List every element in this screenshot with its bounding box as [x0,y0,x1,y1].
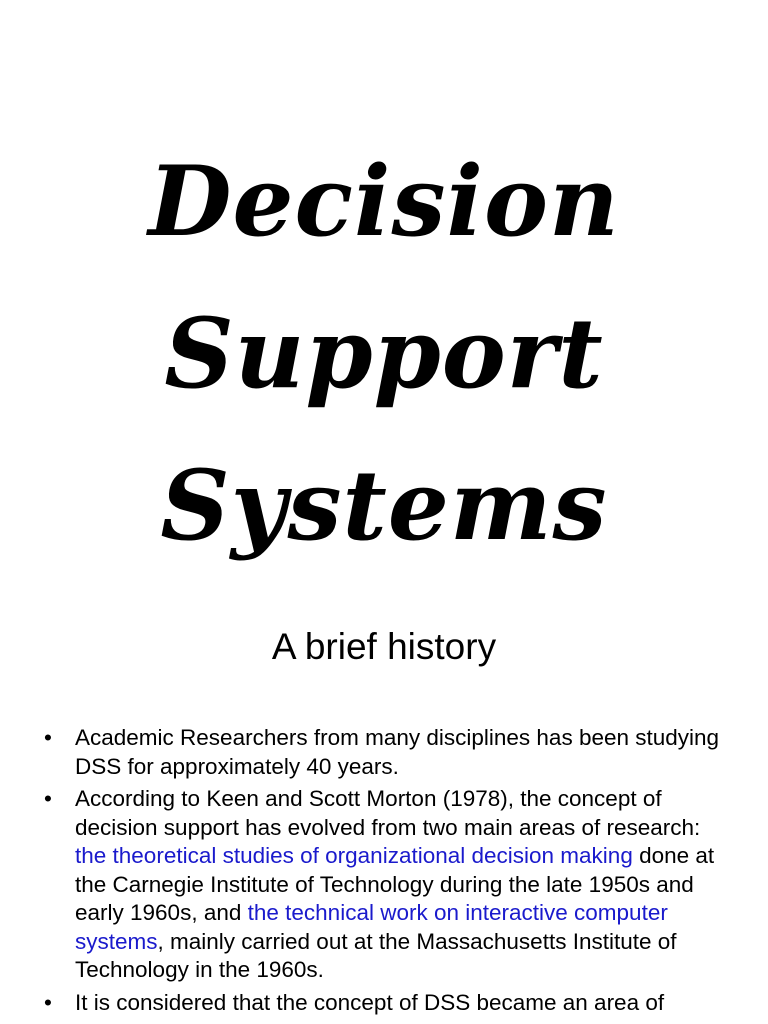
bullet-dot-icon: • [44,989,52,1015]
highlighted-text-organizational-decision-making: the theoretical studies of organizational decision making [75,843,633,868]
bullet-text-part: , mainly carried out at the Massachusetts Institute of Technology in the 1960s. [75,928,677,982]
bullet-text: Academic Researchers from many disciplines has been studying DSS for approximately 40 years. [75,725,720,779]
title-line-1: Decision [148,145,620,259]
bullet-text-part: According to Keen and Scott Morton (1978), the concept of decision support has evolved from two main areas of research: [75,786,701,840]
bullet-dot-icon: • [44,725,52,750]
bullet-item-keen-scott-morton [44,785,734,985]
highlighted-text-interactive-computer-systems: the technical work on interactive computer systems [75,900,668,954]
title-line-2: Support [164,297,604,411]
bullet-dot-icon: • [44,786,52,811]
bullet-text: It is considered that the concept of DSS became an area of [75,989,665,1015]
bullet-item-dss-area [44,989,734,1018]
title-line-3: Systems [160,449,608,563]
bullet-item-researchers [44,724,734,781]
slide-subtitle: A brief history [271,626,497,667]
slide-title [0,126,768,582]
bullet-list [44,724,734,1021]
bullet-text-part: done at the Carnegie Institute of Technology during the late 1950s and early 1960s, and [75,843,715,925]
